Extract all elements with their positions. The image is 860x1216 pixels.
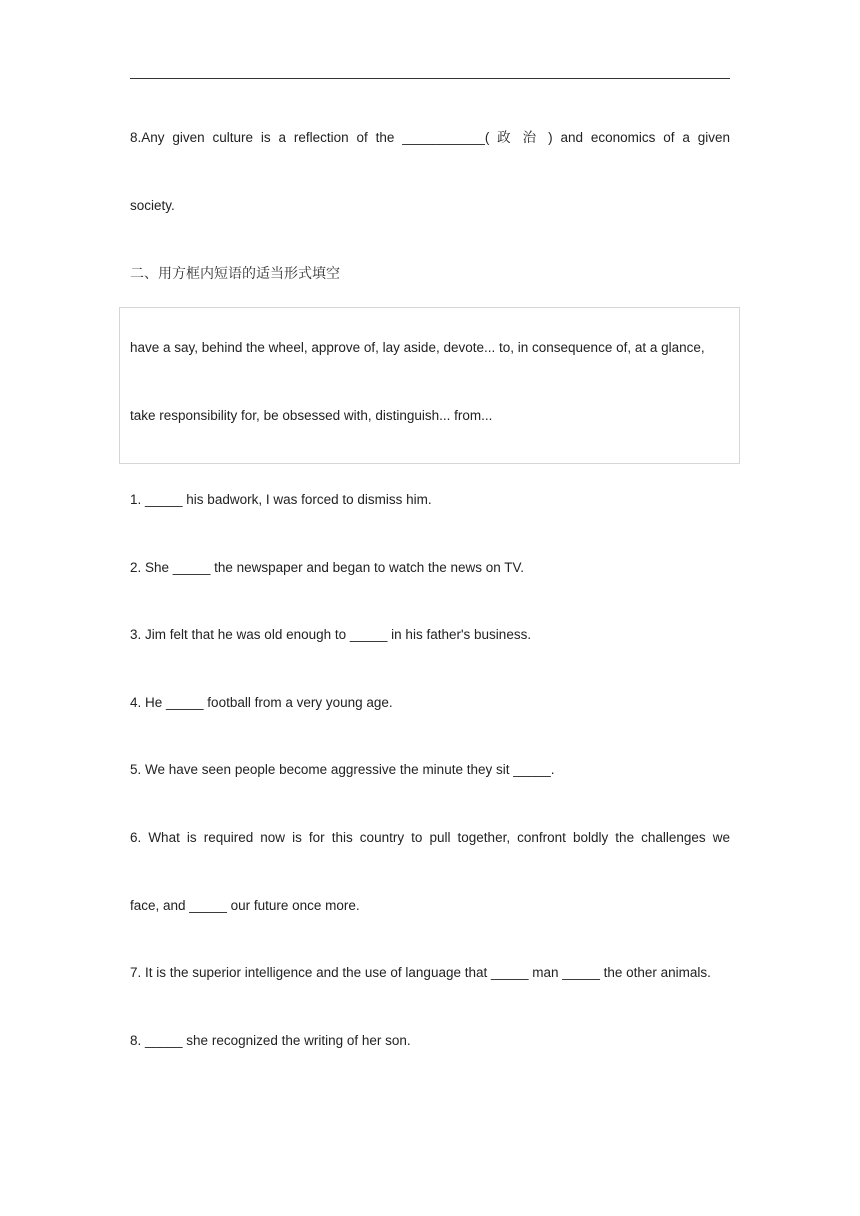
prev-question-8-line2: society. [130, 198, 175, 213]
question-1: 1. _____ his badwork, I was forced to dismiss him. [130, 492, 432, 507]
question-4: 4. He _____ football from a very young age. [130, 695, 393, 710]
header-rule [130, 78, 730, 79]
section-heading: 二、用方框内短语的适当形式填空 [130, 265, 340, 281]
phrase-box-line2: take responsibility for, be obsessed with, distinguish... from... [130, 408, 493, 423]
question-5: 5. We have seen people become aggressive the minute they sit _____. [130, 762, 555, 777]
question-6-line2: face, and _____ our future once more. [130, 898, 360, 913]
phrase-box-line1: have a say, behind the wheel, approve of, lay aside, devote... to, in consequence of, at a glance, [130, 340, 705, 355]
question-6-line1: 6. What is required now is for this country to pull together, confront boldly the challenges we [130, 830, 730, 845]
phrase-box [119, 307, 740, 464]
question-8: 8. _____ she recognized the writing of her son. [130, 1033, 411, 1048]
prev-question-8-line1: 8.Any given culture is a reflection of the ___________( 政 治 ) and economics of a given [130, 130, 730, 145]
question-7: 7. It is the superior intelligence and the use of language that _____ man _____ the other animals. [130, 965, 711, 980]
question-3: 3. Jim felt that he was old enough to _____ in his father's business. [130, 627, 532, 642]
question-2: 2. She _____ the newspaper and began to watch the news on TV. [130, 560, 525, 575]
